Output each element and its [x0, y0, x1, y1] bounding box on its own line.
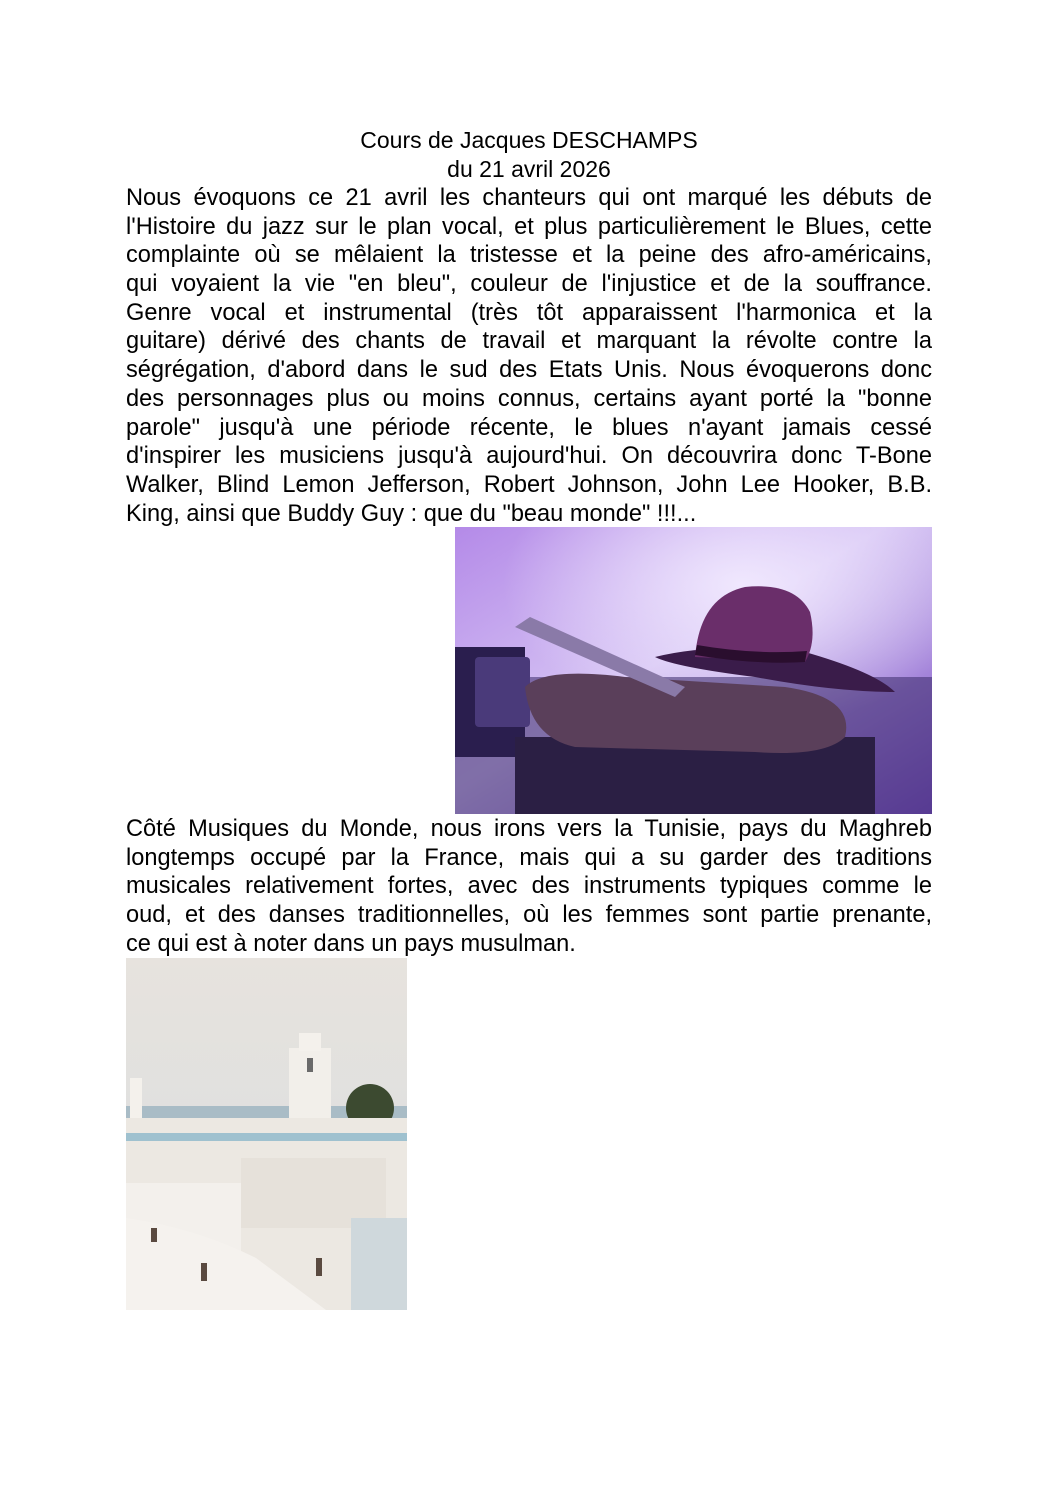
paragraph-blues: [126, 184, 932, 528]
text-line: ségrégation, d'abord dans le sud des Etats Unis. Nous évoquerons donc: [126, 357, 932, 384]
text-line: d'inspirer les musiciens jusqu'à aujourd'hui. On découvrira donc T-Bone: [126, 443, 932, 470]
text-line: oud, et des danses traditionnelles, où les femmes sont partie prenante,: [126, 902, 932, 929]
tunisia-village-photo: [126, 958, 407, 1310]
guitar-hat-photo: [455, 527, 932, 814]
paragraph-tunisia: [126, 815, 932, 958]
text-line: Côté Musiques du Monde, nous irons vers la Tunisie, pays du Maghreb: [126, 816, 932, 842]
text-line: Walker, Blind Lemon Jefferson, Robert Johnson, John Lee Hooker, B.B.: [126, 471, 932, 498]
text-line: ce qui est à noter dans un pays musulman.: [126, 930, 576, 957]
document-date: du 21 avril 2026: [447, 156, 611, 182]
text-line: longtemps occupé par la France, mais qui a su garder des traditions: [126, 844, 932, 871]
text-line: parole" jusqu'à une période récente, le blues n'ayant jamais cessé: [126, 414, 932, 441]
document-title: Cours de Jacques DESCHAMPS: [360, 127, 698, 153]
text-line: des personnages plus ou moins connus, certains ayant porté la "bonne: [126, 385, 932, 412]
text-line: complainte où se mêlaient la tristesse et la peine des afro-américains,: [126, 242, 932, 269]
text-line: King, ainsi que Buddy Guy : que du "beau monde" !!!...: [126, 500, 697, 527]
text-line: guitare) dérivé des chants de travail et marquant la révolte contre la: [126, 328, 932, 355]
text-line: Nous évoquons ce 21 avril les chanteurs qui ont marqué les débuts de: [126, 185, 932, 211]
text-line: qui voyaient la vie "en bleu", couleur de l'injustice et de la souffrance.: [126, 271, 932, 298]
text-line: Genre vocal et instrumental (très tôt apparaissent l'harmonica et la: [126, 299, 932, 326]
text-line: l'Histoire du jazz sur le plan vocal, et plus particulièrement le Blues, cette: [126, 213, 932, 240]
text-line: musicales relativement fortes, avec des instruments typiques comme le: [126, 873, 932, 900]
